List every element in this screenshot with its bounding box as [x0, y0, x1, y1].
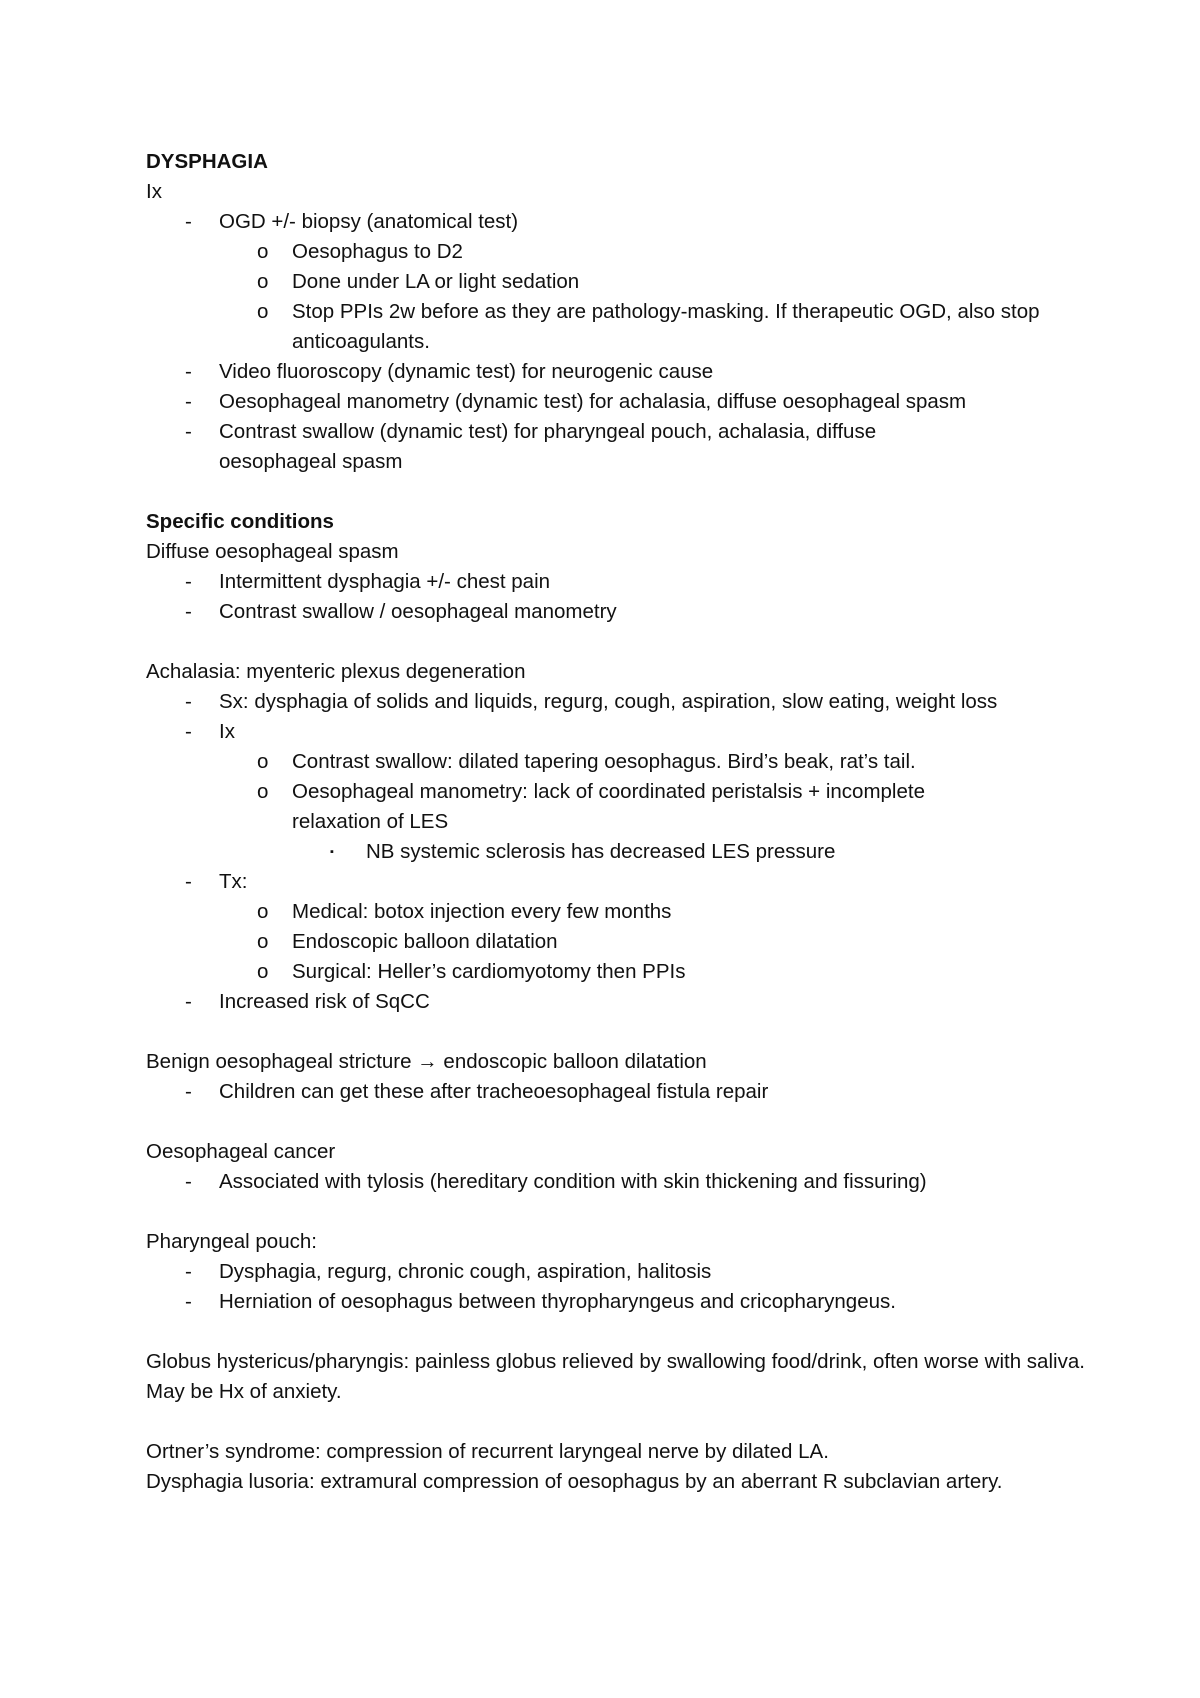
list-item: - Ix — [146, 717, 1086, 747]
list-item: o Done under LA or light sedation — [146, 267, 1086, 297]
dash-bullet: - — [185, 1260, 192, 1283]
dash-bullet: - — [185, 990, 192, 1013]
dash-bullet: - — [185, 1290, 192, 1313]
circle-bullet: o — [257, 270, 269, 293]
list-item: - Video fluoroscopy (dynamic test) for neurogenic cause — [146, 357, 1086, 387]
list-item: o Endoscopic balloon dilatation — [146, 927, 1086, 957]
dash-bullet: - — [185, 870, 192, 893]
list-item: - Intermittent dysphagia +/- chest pain — [146, 567, 1086, 597]
list-item: - Contrast swallow (dynamic test) for pharyngeal pouch, achalasia, diffuse oesophageal spasm — [146, 417, 919, 477]
condition-heading: Achalasia: myenteric plexus degeneration — [146, 660, 526, 683]
list-item: - Increased risk of SqCC — [146, 987, 1086, 1017]
dash-bullet: - — [185, 210, 192, 233]
list-item: - OGD +/- biopsy (anatomical test) — [146, 207, 1086, 237]
dash-bullet: - — [185, 390, 192, 413]
list-item: ▪ NB systemic sclerosis has decreased LES pressure — [146, 837, 1086, 867]
dash-bullet: - — [185, 690, 192, 713]
ix-heading: Ix — [146, 180, 162, 203]
circle-bullet: o — [257, 240, 269, 263]
dash-bullet: - — [185, 1170, 192, 1193]
square-bullet: ▪ — [330, 846, 334, 858]
list-item: o Oesophageal manometry: lack of coordinated peristalsis + incomplete relaxation of LES — [146, 777, 992, 837]
condition-heading: Pharyngeal pouch: — [146, 1230, 317, 1253]
list-item: o Medical: botox injection every few months — [146, 897, 1086, 927]
circle-bullet: o — [257, 750, 269, 773]
list-item: o Contrast swallow: dilated tapering oesophagus. Bird’s beak, rat’s tail. — [146, 747, 1086, 777]
list-item: - Contrast swallow / oesophageal manometry — [146, 597, 1086, 627]
list-item: o Oesophagus to D2 — [146, 237, 1086, 267]
list-item: o Surgical: Heller’s cardiomyotomy then PPIs — [146, 957, 1086, 987]
condition-heading: Diffuse oesophageal spasm — [146, 540, 399, 563]
list-item: - Herniation of oesophagus between thyropharyngeus and cricopharyngeus. — [146, 1287, 1086, 1317]
document-body — [146, 147, 1086, 1497]
list-item: - Children can get these after tracheoesophageal fistula repair — [146, 1077, 1086, 1107]
condition-heading: Benign oesophageal stricture → endoscopic balloon dilatation — [146, 1050, 707, 1073]
condition-heading: Oesophageal cancer — [146, 1140, 336, 1163]
globus-paragraph: Globus hystericus/pharyngis: painless globus relieved by swallowing food/drink, often worse with saliva. May be Hx of anxiety. — [146, 1350, 1085, 1403]
dash-bullet: - — [185, 1080, 192, 1103]
dash-bullet: - — [185, 420, 192, 443]
dash-bullet: - — [185, 720, 192, 743]
dash-bullet: - — [185, 360, 192, 383]
list-item: - Dysphagia, regurg, chronic cough, aspiration, halitosis — [146, 1257, 1086, 1287]
circle-bullet: o — [257, 780, 269, 803]
circle-bullet: o — [257, 960, 269, 983]
list-item: - Sx: dysphagia of solids and liquids, regurg, cough, aspiration, slow eating, weight loss — [146, 687, 1086, 717]
list-item: - Oesophageal manometry (dynamic test) for achalasia, diffuse oesophageal spasm — [146, 387, 1086, 417]
circle-bullet: o — [257, 900, 269, 923]
list-item: - Tx: — [146, 867, 1086, 897]
section-heading: Specific conditions — [146, 510, 334, 533]
ortner-paragraph: Ortner’s syndrome: compression of recurrent laryngeal nerve by dilated LA. — [146, 1440, 829, 1463]
lusoria-paragraph: Dysphagia lusoria: extramural compression of oesophagus by an aberrant R subclavian artery. — [146, 1470, 1003, 1493]
dash-bullet: - — [185, 570, 192, 593]
dash-bullet: - — [185, 600, 192, 623]
circle-bullet: o — [257, 930, 269, 953]
list-item: - Associated with tylosis (hereditary condition with skin thickening and fissuring) — [146, 1167, 1086, 1197]
document-title: DYSPHAGIA — [146, 150, 268, 173]
list-item: o Stop PPIs 2w before as they are pathology-masking. If therapeutic OGD, also stop anticoagulants. — [146, 297, 1086, 357]
circle-bullet: o — [257, 300, 269, 323]
